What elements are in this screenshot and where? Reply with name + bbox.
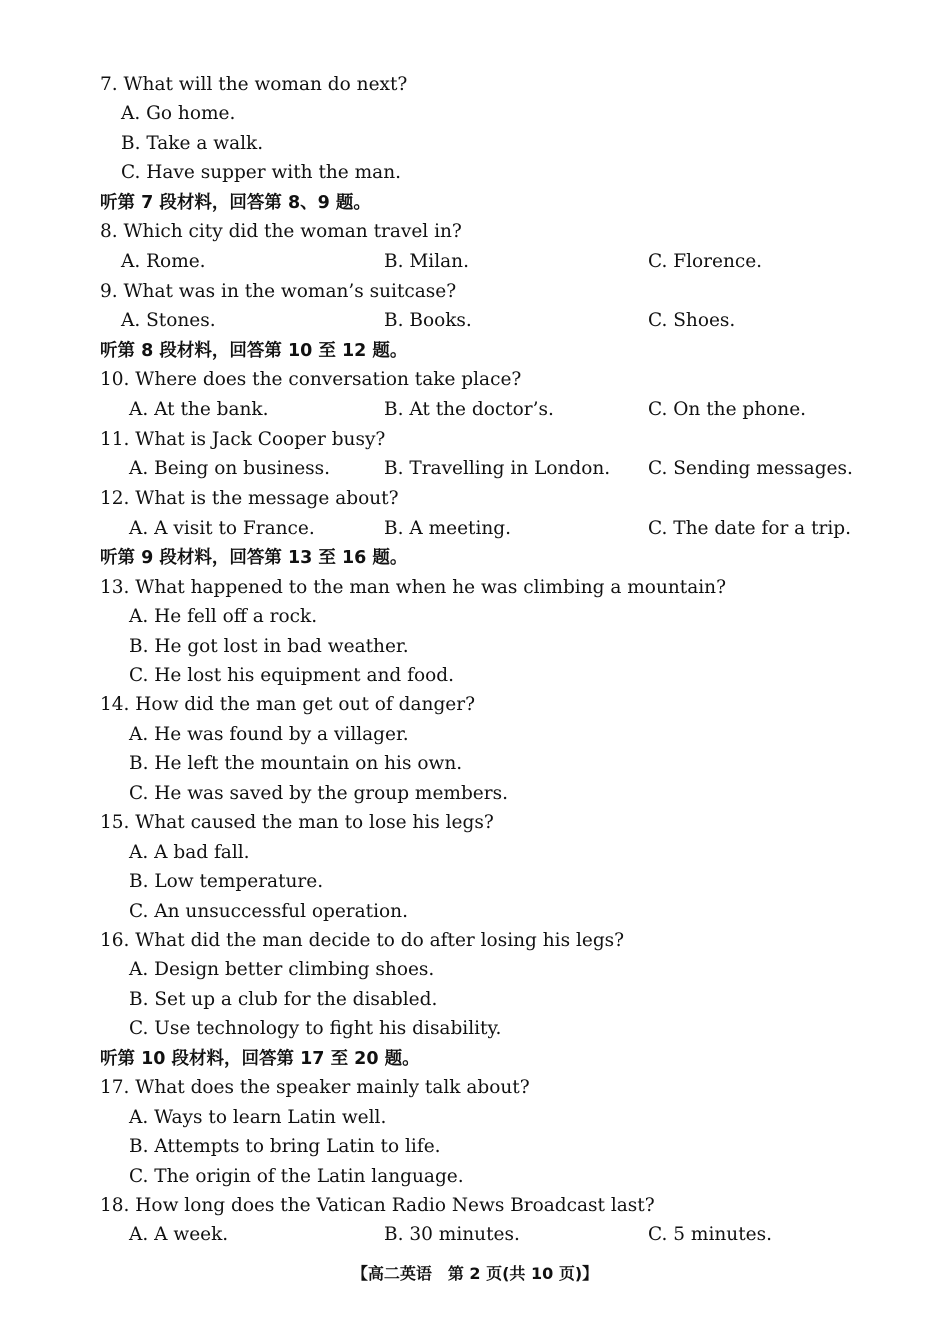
option-c: C. The date for a trip. bbox=[648, 518, 852, 539]
option-line: C. Have supper with the man. bbox=[121, 162, 401, 183]
option-b: B. Milan. bbox=[384, 251, 469, 272]
question-9: 9. What was in the woman’s suitcase? bbox=[100, 281, 457, 302]
option-a: A. A week. bbox=[129, 1224, 229, 1245]
question-11: 11. What is Jack Cooper busy? bbox=[100, 429, 386, 450]
question-13: 13. What happened to the man when he was climbing a mountain? bbox=[100, 577, 726, 598]
option-line: A. Design better climbing shoes. bbox=[129, 959, 435, 980]
option-line: A. Ways to learn Latin well. bbox=[129, 1107, 387, 1128]
option-line: B. Attempts to bring Latin to life. bbox=[129, 1136, 441, 1157]
option-c: C. Sending messages. bbox=[648, 458, 853, 479]
option-c: C. Florence. bbox=[648, 251, 763, 272]
question-12: 12. What is the message about? bbox=[100, 488, 399, 509]
question-8: 8. Which city did the woman travel in? bbox=[100, 221, 462, 242]
question-15: 15. What caused the man to lose his legs? bbox=[100, 812, 494, 833]
section-instruction: 听第 10 段材料，回答第 17 至 20 题。 bbox=[100, 1049, 420, 1069]
question-16: 16. What did the man decide to do after losing his legs? bbox=[100, 930, 625, 951]
option-line: B. He left the mountain on his own. bbox=[129, 753, 463, 774]
option-b: B. 30 minutes. bbox=[384, 1224, 520, 1245]
option-line: C. He was saved by the group members. bbox=[129, 783, 508, 804]
question-17: 17. What does the speaker mainly talk about? bbox=[100, 1077, 530, 1098]
option-line: C. Use technology to fight his disability. bbox=[129, 1018, 502, 1039]
option-line: A. Go home. bbox=[121, 103, 236, 124]
option-a: A. Stones. bbox=[121, 310, 216, 331]
question-7: 7. What will the woman do next? bbox=[100, 74, 408, 95]
option-line: A. He was found by a villager. bbox=[129, 724, 409, 745]
option-b: B. At the doctor’s. bbox=[384, 399, 554, 420]
option-line: B. He got lost in bad weather. bbox=[129, 636, 409, 657]
option-c: C. Shoes. bbox=[648, 310, 736, 331]
option-line: C. The origin of the Latin language. bbox=[129, 1166, 464, 1187]
question-18: 18. How long does the Vatican Radio News Broadcast last? bbox=[100, 1195, 655, 1216]
section-instruction: 听第 8 段材料，回答第 10 至 12 题。 bbox=[100, 341, 408, 361]
option-c: C. On the phone. bbox=[648, 399, 807, 420]
option-a: A. At the bank. bbox=[129, 399, 269, 420]
question-14: 14. How did the man get out of danger? bbox=[100, 694, 475, 715]
option-line: C. He lost his equipment and food. bbox=[129, 665, 454, 686]
option-a: A. Rome. bbox=[121, 251, 206, 272]
option-b: B. Books. bbox=[384, 310, 472, 331]
option-b: B. Travelling in London. bbox=[384, 458, 611, 479]
page-footer: 【高二英语 第 2 页(共 10 页)】 bbox=[351, 1264, 599, 1283]
option-line: A. He fell off a rock. bbox=[129, 606, 318, 627]
question-10: 10. Where does the conversation take place? bbox=[100, 369, 522, 390]
option-c: C. 5 minutes. bbox=[648, 1224, 772, 1245]
option-b: B. A meeting. bbox=[384, 518, 512, 539]
option-line: B. Low temperature. bbox=[129, 871, 324, 892]
section-instruction: 听第 9 段材料，回答第 13 至 16 题。 bbox=[100, 548, 408, 568]
section-instruction: 听第 7 段材料，回答第 8、9 题。 bbox=[100, 193, 371, 213]
option-line: C. An unsuccessful operation. bbox=[129, 901, 408, 922]
option-a: A. Being on business. bbox=[129, 458, 331, 479]
option-line: A. A bad fall. bbox=[129, 842, 250, 863]
option-line: B. Set up a club for the disabled. bbox=[129, 989, 438, 1010]
option-line: B. Take a walk. bbox=[121, 133, 264, 154]
option-a: A. A visit to France. bbox=[129, 518, 315, 539]
